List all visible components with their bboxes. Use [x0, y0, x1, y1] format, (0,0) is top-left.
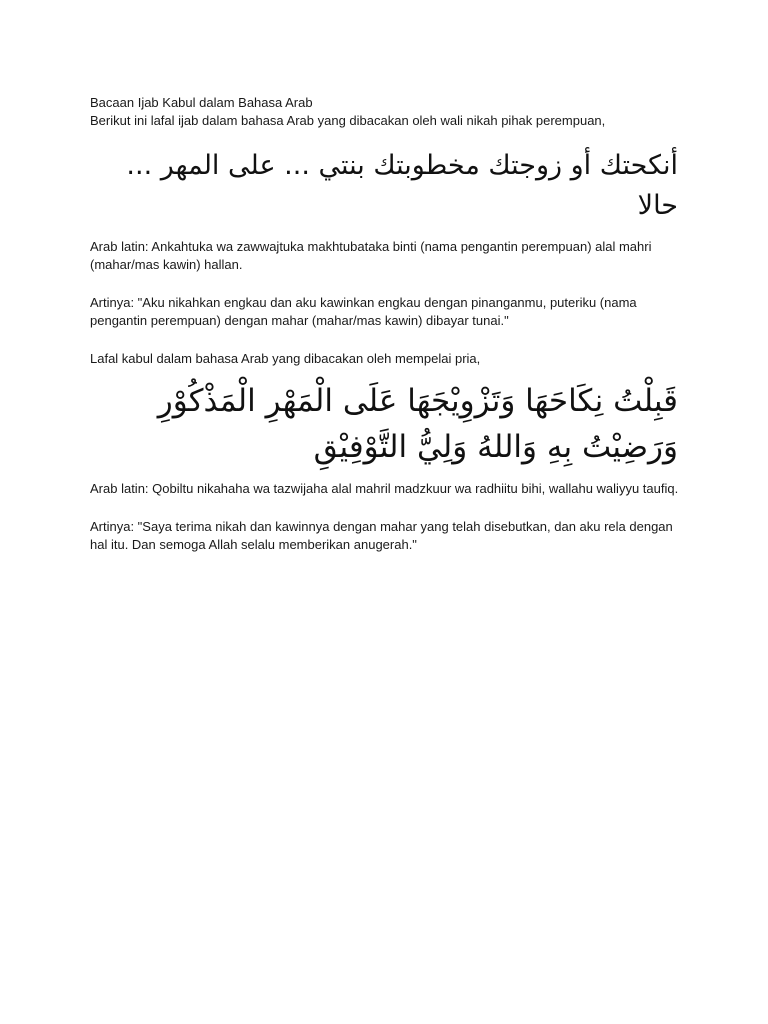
kabul-translation: Artinya: "Saya terima nikah dan kawinnya dengan mahar yang telah disebutkan, dan aku rela dengan hal itu. Dan semoga Allah selalu memberikan anugerah." — [90, 519, 673, 552]
spacer — [90, 498, 680, 518]
ijab-translation: Artinya: "Aku nikahkan engkau dan aku kawinkan engkau dengan pinanganmu, puteriku (nama pengantin perempuan) dengan mahar (mahar/mas kawin) dibayar tunai." — [90, 295, 637, 328]
ijab-arabic-text: أنكحتك أو زوجتك مخطوبتك بنتي ... على المهر ... حالا — [126, 150, 678, 221]
kabul-latin: Arab latin: Qobiltu nikahaha wa tazwijaha alal mahril madzkuur wa radhiitu bihi, wallahu waliyyu taufiq. — [90, 481, 679, 496]
ijab-latin: Arab latin: Ankahtuka wa zawwajtuka makhtubataka binti (nama pengantin perempuan) alal mahri (mahar/mas kawin) hallan. — [90, 239, 652, 272]
kabul-arabic-line-2: وَرَضِيْتُ بِهِ وَاللهُ وَلِيُّ التَّوْفِيْقِ — [313, 429, 678, 465]
spacer — [90, 330, 680, 350]
kabul-arabic-line-1: قَبِلْتُ نِكَاحَهَا وَتَزْوِيْجَهَا عَلَى الْمَهْرِ الْمَذْكُوْرِ — [157, 383, 678, 419]
spacer — [90, 274, 680, 294]
kabul-intro: Lafal kabul dalam bahasa Arab yang dibacakan oleh mempelai pria, — [90, 351, 481, 366]
document-body — [90, 94, 680, 554]
ijab-intro: Berikut ini lafal ijab dalam bahasa Arab yang dibacakan oleh wali nikah pihak perempuan, — [90, 113, 606, 128]
document-title: Bacaan Ijab Kabul dalam Bahasa Arab — [90, 95, 313, 110]
kabul-arabic-text — [90, 378, 680, 470]
